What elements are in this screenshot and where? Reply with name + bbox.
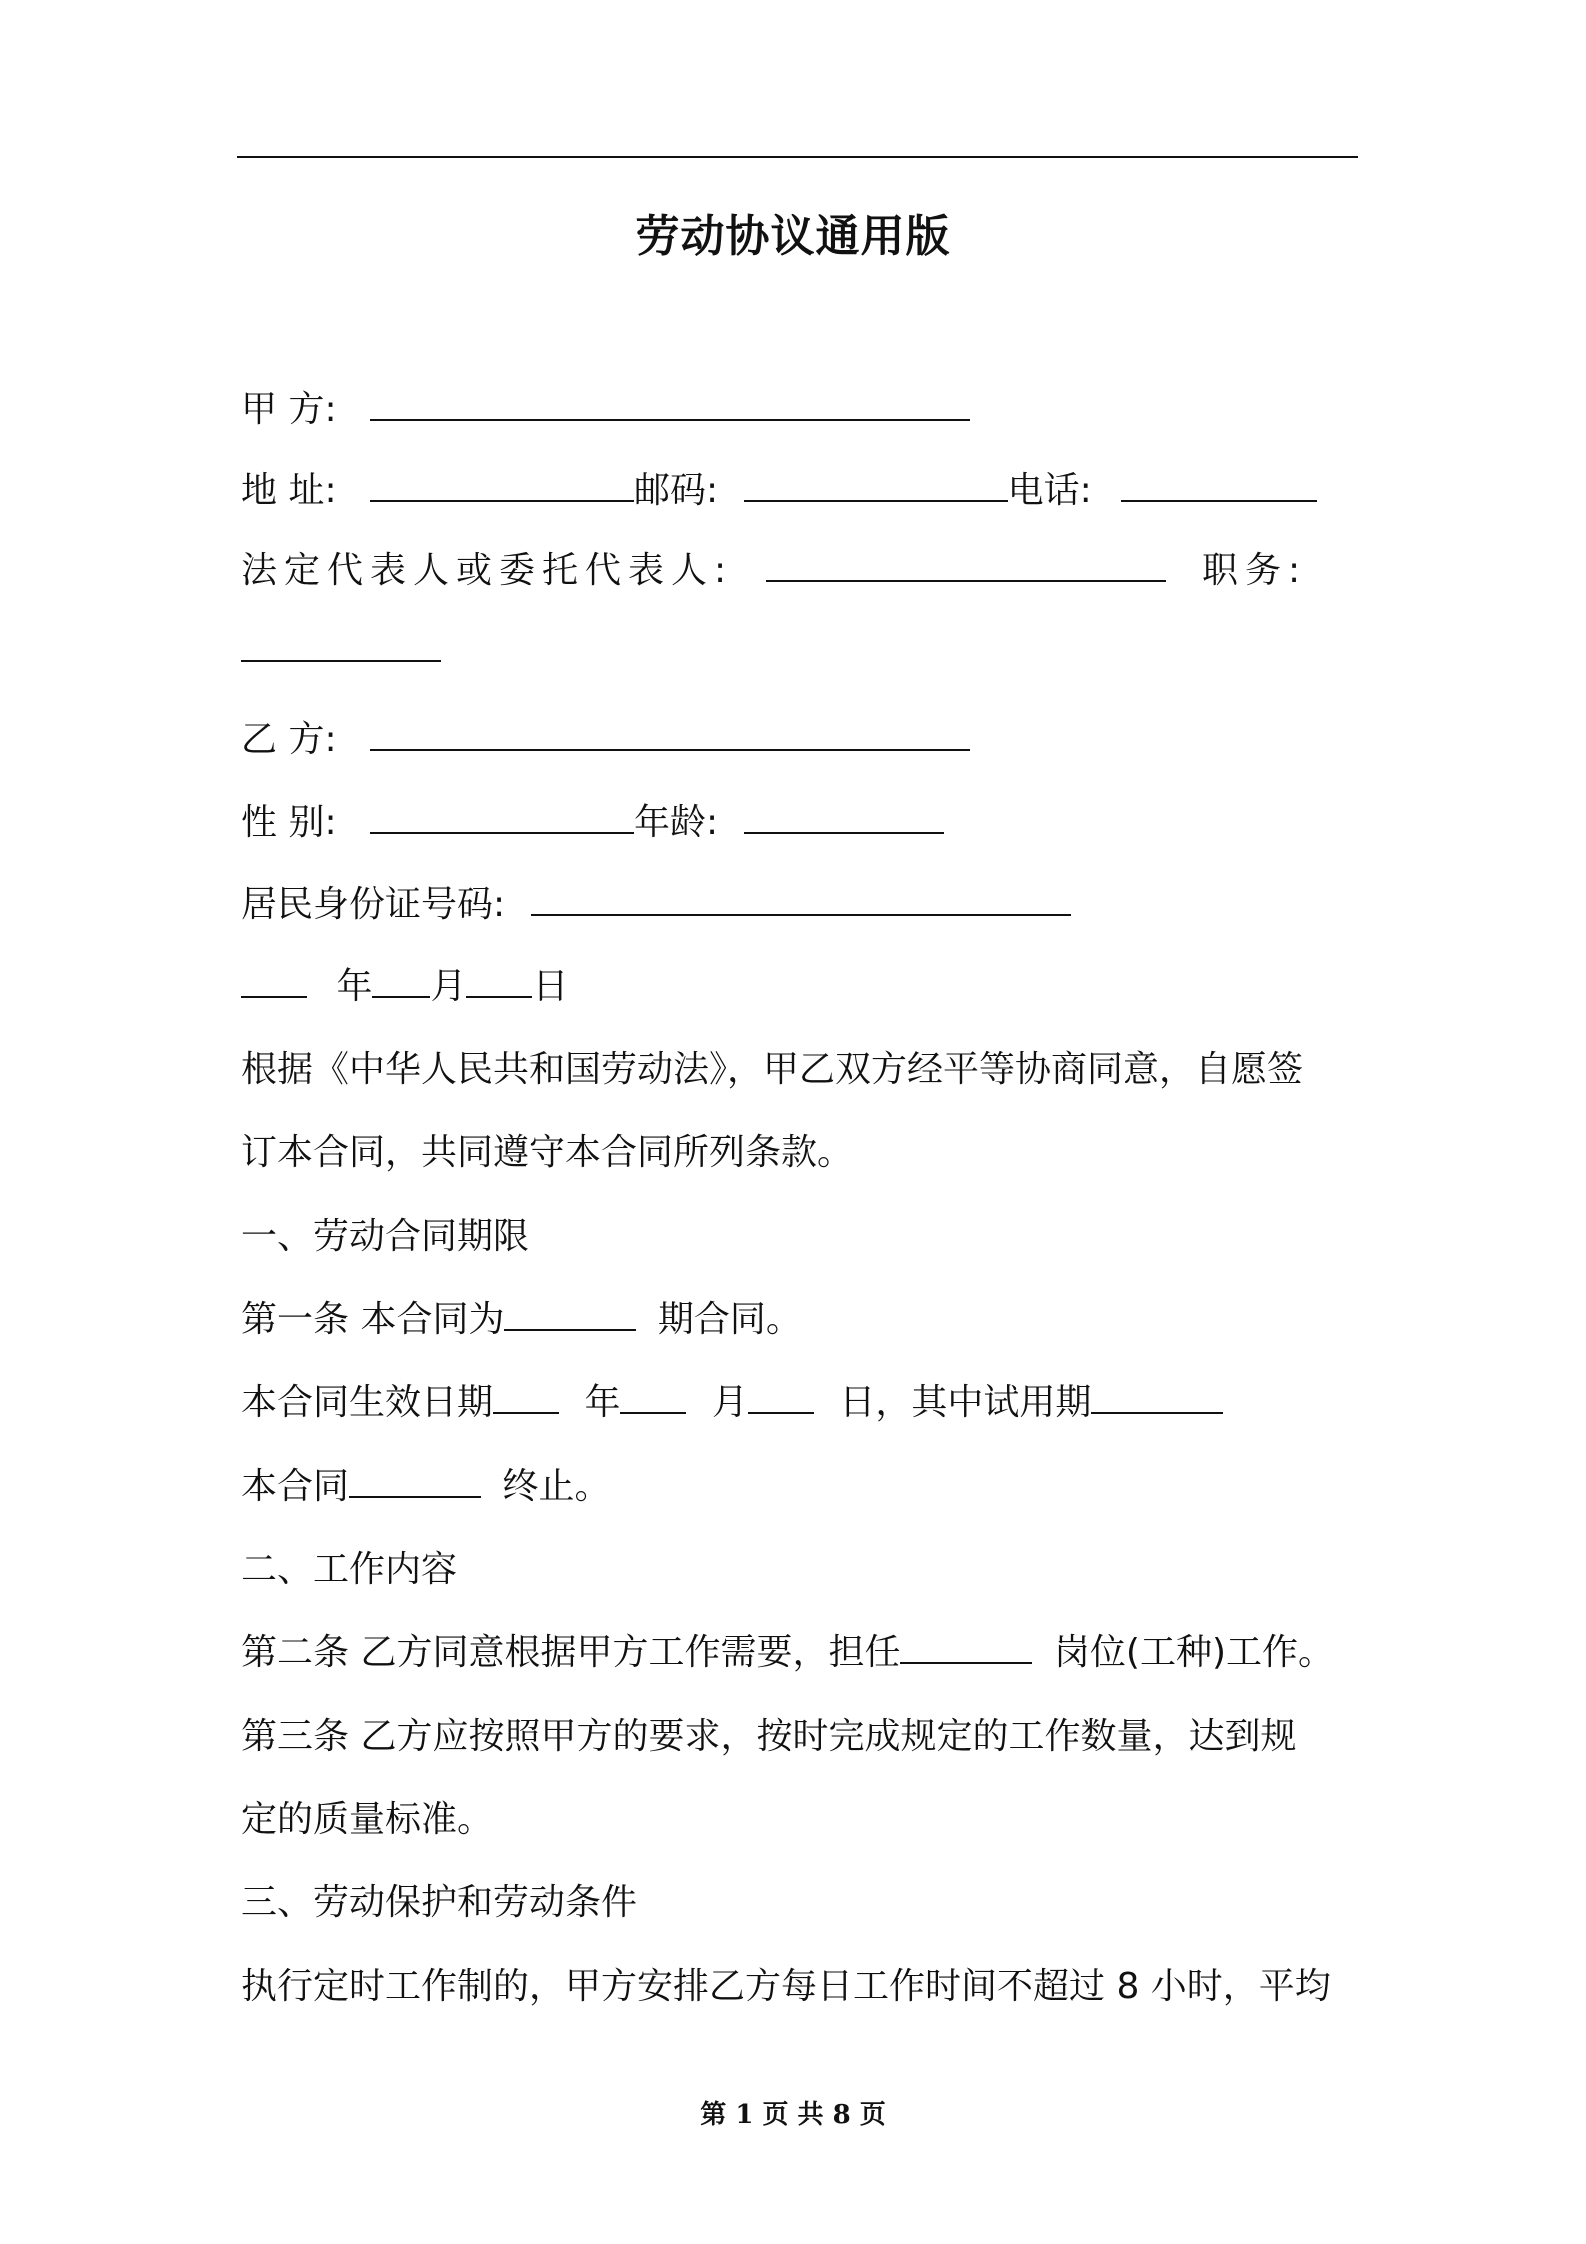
- article2-line: [241, 1628, 1334, 1678]
- postcode-field[interactable]: [744, 470, 1008, 502]
- representative-label: 法定代表人或委托代表人:: [241, 550, 734, 591]
- gender-age-line: [241, 798, 944, 848]
- effective-day-label: 日，其中试用期: [839, 1382, 1092, 1423]
- position-label: 职务:: [1202, 550, 1308, 591]
- effective-month-field[interactable]: [620, 1382, 686, 1414]
- section2-heading: 二、工作内容: [241, 1549, 458, 1590]
- article3-line-2: 定的质量标准。: [241, 1799, 494, 1840]
- article2-prefix: 第二条 乙方同意根据甲方工作需要，担任: [241, 1632, 901, 1673]
- id-field[interactable]: [531, 884, 1071, 916]
- date-day-field[interactable]: [466, 966, 532, 998]
- end-line: [241, 1462, 610, 1512]
- party-b-field[interactable]: [370, 719, 970, 751]
- preamble-line-2: 订本合同，共同遵守本合同所列条款。: [241, 1132, 854, 1173]
- party-a-field[interactable]: [370, 389, 970, 421]
- effective-year-label: 年: [584, 1382, 621, 1423]
- effective-year-field[interactable]: [493, 1382, 559, 1414]
- id-line: [241, 880, 1071, 930]
- section3-line-1: 执行定时工作制的，甲方安排乙方每日工作时间不超过 8 小时，平均: [241, 1966, 1331, 2007]
- header-rule: [237, 156, 1358, 158]
- party-a-line: [241, 385, 970, 435]
- date-year-label: 年: [336, 966, 373, 1007]
- party-b-line: [241, 715, 970, 765]
- effective-month-label: 月: [711, 1382, 748, 1423]
- section3-heading: 三、劳动保护和劳动条件: [241, 1882, 638, 1923]
- representative-field[interactable]: [766, 550, 1166, 582]
- date-line: [241, 962, 569, 1012]
- id-label: 居民身份证号码:: [241, 884, 506, 925]
- end-suffix: 终止。: [502, 1466, 611, 1507]
- document-title: 劳动协议通用版: [635, 211, 951, 262]
- article1-suffix: 期合同。: [657, 1299, 802, 1340]
- date-year-field[interactable]: [241, 966, 307, 998]
- date-day-label: 日: [532, 966, 569, 1007]
- job-position-field[interactable]: [900, 1632, 1032, 1664]
- gender-field[interactable]: [370, 802, 634, 834]
- article2-suffix: 岗位(工种)工作。: [1053, 1632, 1334, 1673]
- article3-line-1: 第三条 乙方应按照甲方的要求，按时完成规定的工作数量，达到规: [241, 1716, 1297, 1757]
- probation-field[interactable]: [1091, 1382, 1223, 1414]
- representative-line: [241, 546, 1307, 596]
- position-field[interactable]: [241, 630, 441, 662]
- date-month-field[interactable]: [372, 966, 430, 998]
- phone-field[interactable]: [1121, 470, 1317, 502]
- effective-prefix: 本合同生效日期: [241, 1382, 494, 1423]
- age-field[interactable]: [744, 802, 944, 834]
- party-b-label: 乙 方:: [241, 719, 337, 760]
- effective-day-field[interactable]: [748, 1382, 814, 1414]
- page-footer: 第 1 页 共 8 页: [700, 2100, 886, 2130]
- gender-label: 性 别:: [241, 802, 337, 843]
- party-a-label: 甲 方:: [241, 389, 337, 430]
- article1-prefix: 第一条 本合同为: [241, 1299, 505, 1340]
- section1-heading: 一、劳动合同期限: [241, 1216, 530, 1257]
- position-blank-line: [241, 626, 441, 676]
- address-field[interactable]: [370, 470, 634, 502]
- postcode-label: 邮码:: [634, 470, 719, 511]
- end-date-field[interactable]: [349, 1466, 481, 1498]
- date-month-label: 月: [430, 966, 467, 1007]
- contract-term-field[interactable]: [504, 1299, 636, 1331]
- address-label: 地 址:: [241, 470, 337, 511]
- effective-date-line: [241, 1378, 1223, 1428]
- preamble-line-1: 根据《中华人民共和国劳动法》，甲乙双方经平等协商同意，自愿签: [241, 1049, 1304, 1090]
- phone-label: 电话:: [1007, 470, 1092, 511]
- end-prefix: 本合同: [241, 1466, 350, 1507]
- address-line: [241, 466, 1317, 516]
- article1-line: [241, 1295, 802, 1345]
- age-label: 年龄:: [634, 802, 719, 843]
